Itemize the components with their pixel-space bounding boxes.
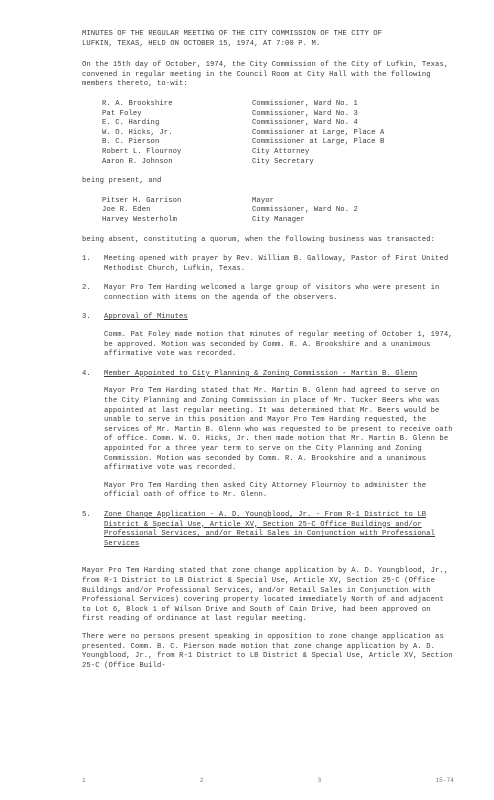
roster-row <box>102 119 454 129</box>
member-name: Harvey Westerholm <box>102 215 178 224</box>
item-body <box>104 511 454 557</box>
roster-row <box>102 148 454 158</box>
item-number: 3. <box>82 313 91 322</box>
member-name: Joe R. Eden <box>102 206 151 215</box>
item-number: 2. <box>82 284 91 293</box>
being-present-text: being present, and <box>82 177 162 186</box>
member-role: Commissioner at Large, Place B <box>252 138 385 147</box>
member-role: City Secretary <box>252 157 314 166</box>
intro-paragraph: On the 15th day of October, 1974, the City Commission of the City of Lufkin, Texas, convened in regular meeting in the Council Room at City Hall with the following members thereto, to-wit: <box>82 61 449 89</box>
agenda-item-4 <box>82 370 454 501</box>
roster-row <box>102 158 454 168</box>
item-number: 5. <box>82 510 91 519</box>
member-role: Commissioner, Ward No. 3 <box>252 109 358 118</box>
member-name: Pitser H. Garrison <box>102 196 182 205</box>
item-paragraph: Comm. Pat Foley made motion that minutes of regular meeting of October 1, 1974, be approved. Motion was seconded by Comm. R. A. Brookshire and a unanimous affirmative vote was recorded. <box>104 331 453 359</box>
member-name: B. C. Pierson <box>102 138 160 147</box>
roster-row <box>102 129 454 139</box>
roster-row <box>102 197 454 207</box>
item-title: Zone Change Application - A. D. Youngblood, Jr. - From R-1 District to LB District & Special Use, Article XV, Section 25-C Office Buildings and/or Professional Services, and/or Retail Sales in Conjunction with Professional Services <box>104 510 435 548</box>
item-paragraph: Mayor Pro Tem Harding welcomed a large group of visitors who were present in connection with items on the agenda of the observers. <box>104 284 440 302</box>
footer-left-mark: 1 <box>82 777 86 785</box>
agenda-item-3 <box>82 313 454 359</box>
member-role: Commissioner, Ward No. 4 <box>252 119 358 128</box>
footer-right-mark: 15-74 <box>435 777 454 785</box>
agenda-item-2 <box>82 284 454 303</box>
page-footer <box>82 776 454 786</box>
footer-center-mark: 2 <box>199 777 204 785</box>
roster-row <box>102 216 454 226</box>
roster-row <box>102 138 454 148</box>
minutes-heading <box>82 30 454 49</box>
roster-row <box>102 100 454 110</box>
item-paragraph: There were no persons present speaking in opposition to zone change application as presented. Comm. B. C. Pierson made motion that zone change application by A. D. Youngblood, Jr., from R-1 District to LB District & Special Use, Article XV, Section 25-C (Office Build- <box>82 632 453 670</box>
absent-members-list <box>102 197 454 226</box>
item-paragraph: Mayor Pro Tem Harding then asked City Attorney Flournoy to administer the official oath of office to Mr. Glenn. <box>104 481 427 500</box>
footer-page-marker: 3 <box>317 777 322 785</box>
item-title: Member Appointed to City Planning & Zoning Commission - Martin B. Glenn <box>104 369 418 378</box>
member-role: City Attorney <box>252 147 310 156</box>
item-body <box>104 370 454 501</box>
member-role: Commissioner, Ward No. 2 <box>252 206 358 215</box>
item-number: 4. <box>82 369 91 378</box>
member-name: Pat Foley <box>102 109 142 118</box>
member-name: W. O. Hicks, Jr. <box>102 128 173 137</box>
item-title: Approval of Minutes <box>104 313 188 322</box>
member-name: E. C. Harding <box>102 119 160 128</box>
member-name: R. A. Brookshire <box>102 99 173 108</box>
item-number: 1. <box>82 255 91 264</box>
member-role: City Manager <box>252 215 305 224</box>
quorum-paragraph: being absent, constituting a quorum, when the following business was transacted: <box>82 235 436 244</box>
heading-line-2: LUFKIN, TEXAS, HELD ON OCTOBER 15, 1974, AT 7:00 P. M. <box>82 39 321 48</box>
agenda-item-1 <box>82 255 454 274</box>
member-role: Mayor <box>252 196 275 205</box>
member-name: Robert L. Flournoy <box>102 147 182 156</box>
item-body <box>104 313 454 359</box>
item-paragraph: Mayor Pro Tem Harding stated that zone change application by A. D. Youngblood, Jr., from R-1 District to LB District & Special Use, Article XV, Section 25-C (Office Buildings and/or Professional Services, and/or Retail Sales in Conjunction with Professional Services) covering property located immediately North of and adjacent to Lot 6, Block 1 of Wilson Drive and South of Cain Drive, had been approved on first reading of ordinance at last regular meeting. <box>82 567 449 624</box>
heading-line-1: MINUTES OF THE REGULAR MEETING OF THE CITY COMMISSION OF THE CITY OF <box>82 30 383 38</box>
member-role: Commissioner at Large, Place A <box>252 128 385 137</box>
roster-row <box>102 110 454 120</box>
present-members-list <box>102 100 454 167</box>
item-body <box>104 255 454 274</box>
item-body <box>104 284 454 303</box>
agenda-item-5 <box>82 511 454 557</box>
item-paragraph: Meeting opened with prayer by Rev. William B. Galloway, Pastor of First United Methodist Church, Lufkin, Texas. <box>104 255 449 273</box>
member-name: Aaron R. Johnson <box>102 157 173 166</box>
item-paragraph: Mayor Pro Tem Harding stated that Mr. Martin B. Glenn had agreed to serve on the City Planning and Zoning Commission in place of Mr. Tucker Beers who was appointed at last regular meeting. It was determined that Mr. Beers would be unable to serve in this position and Mayor Pro Tem Harding requested, the services of Mr. Martin B. Glenn who was requested to be present to receive oath of office. Comm. W. O. Hicks, Jr. then made motion that Mr. Martin B. Glenn be appointed for a three year term to serve on the City Planning and Zoning Commission. Motion was seconded by Comm. R. A. Brookshire and a unanimous affirmative vote was recorded. <box>104 387 453 473</box>
roster-row <box>102 206 454 216</box>
member-role: Commissioner, Ward No. 1 <box>252 99 358 108</box>
